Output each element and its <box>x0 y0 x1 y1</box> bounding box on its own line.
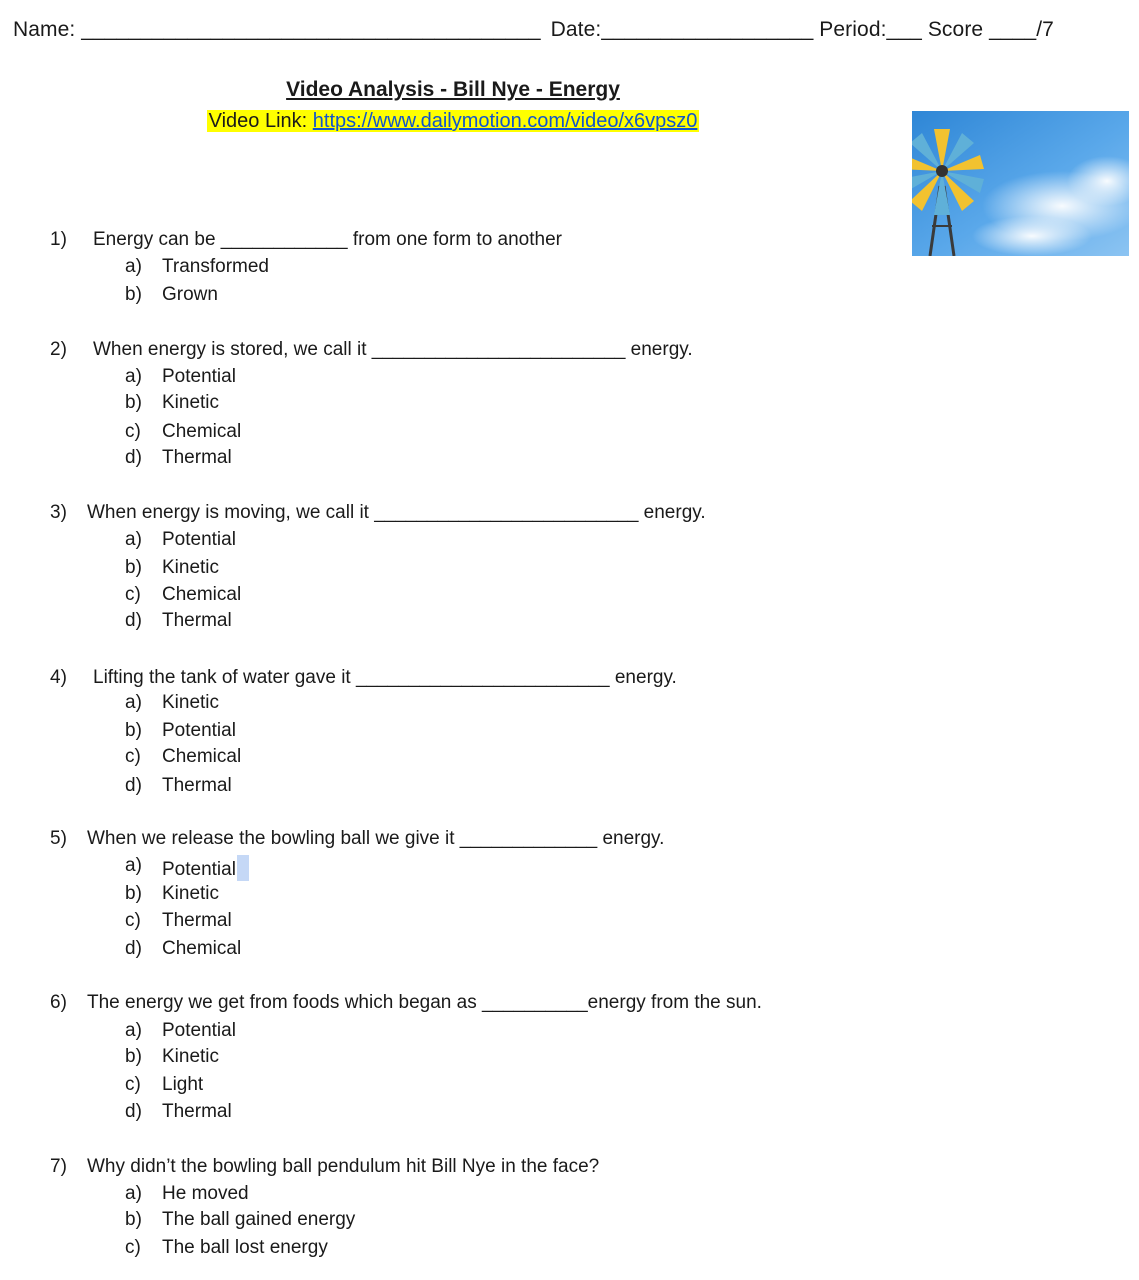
option-letter: b) <box>125 720 142 741</box>
option-text: Potential <box>162 720 236 741</box>
option-letter: c) <box>125 746 141 767</box>
option-text: Chemical <box>162 421 242 442</box>
option-text: Thermal <box>162 610 232 631</box>
score-blank[interactable]: ____ <box>989 18 1037 41</box>
option-text: Potential <box>162 859 236 880</box>
video-link[interactable]: https://www.dailymotion.com/video/x6vpsz0 <box>312 110 698 132</box>
option-letter: d) <box>125 938 142 959</box>
question-number: 5) <box>50 828 67 849</box>
option-text: Transformed <box>162 256 269 277</box>
option-letter: c) <box>125 910 141 931</box>
option-letter: a) <box>125 692 142 713</box>
option-text: Chemical <box>162 938 242 959</box>
option-letter: b) <box>125 557 142 578</box>
option-text: Potential <box>162 366 236 387</box>
option-letter: b) <box>125 883 142 904</box>
video-link-line <box>0 110 906 133</box>
name-blank[interactable]: _______________________________________ <box>81 18 541 41</box>
option-letter: c) <box>125 584 141 605</box>
video-link-label: Video Link: <box>208 110 308 132</box>
option-text: Potential <box>162 1020 236 1041</box>
option-letter: b) <box>125 284 142 305</box>
name-label: Name: <box>13 18 76 41</box>
question-number: 1) <box>50 229 67 250</box>
question-number: 6) <box>50 992 67 1013</box>
question-number: 4) <box>50 667 67 688</box>
option-text: The ball lost energy <box>162 1237 328 1258</box>
option-letter: d) <box>125 775 142 796</box>
option-letter: c) <box>125 1074 141 1095</box>
option-text: Kinetic <box>162 692 220 713</box>
score-label: Score <box>927 18 984 41</box>
option-text: Light <box>162 1074 204 1095</box>
question-text: Why didn’t the bowling ball pendulum hit Bill Nye in the face? <box>87 1156 600 1177</box>
option-letter: a) <box>125 256 142 277</box>
option-text: He moved <box>162 1183 249 1204</box>
period-blank[interactable]: ___ <box>886 18 922 41</box>
option-letter: a) <box>125 366 142 387</box>
option-letter: b) <box>125 392 142 413</box>
option-text: Chemical <box>162 746 242 767</box>
option-text: Kinetic <box>162 1046 220 1067</box>
question-text: Energy can be ____________ from one form to another <box>93 229 562 250</box>
cloud-icon <box>972 216 1092 256</box>
windmill-photo <box>912 111 1129 256</box>
option-text: Kinetic <box>162 883 220 904</box>
option-text: Kinetic <box>162 557 220 578</box>
header-line <box>13 18 1054 42</box>
option-letter: c) <box>125 1237 141 1258</box>
option-letter: b) <box>125 1046 142 1067</box>
video-link-highlight <box>207 110 700 132</box>
question-text: When energy is moving, we call it _________________________ energy. <box>87 502 706 523</box>
score-total: /7 <box>1036 18 1054 41</box>
option-letter: a) <box>125 529 142 550</box>
option-letter: a) <box>125 1183 142 1204</box>
period-label: Period: <box>819 18 887 41</box>
option-text: The ball gained energy <box>162 1209 356 1230</box>
option-text: Thermal <box>162 910 232 931</box>
option-text: Thermal <box>162 775 232 796</box>
option-letter: d) <box>125 447 142 468</box>
option-letter: d) <box>125 1101 142 1122</box>
question-number: 7) <box>50 1156 67 1177</box>
option-text: Potential <box>162 529 236 550</box>
option-text: Chemical <box>162 584 242 605</box>
option-text: Kinetic <box>162 392 220 413</box>
question-text: The energy we get from foods which began as __________energy from the sun. <box>87 992 762 1013</box>
date-blank[interactable]: __________________ <box>601 18 814 41</box>
page-title: Video Analysis - Bill Nye - Energy <box>286 78 620 101</box>
question-text: When energy is stored, we call it ________________________ energy. <box>93 339 693 360</box>
option-letter: d) <box>125 610 142 631</box>
option-letter: c) <box>125 421 141 442</box>
text-cursor <box>237 855 249 881</box>
option-letter: a) <box>125 1020 142 1041</box>
question-number: 2) <box>50 339 67 360</box>
option-text: Thermal <box>162 447 232 468</box>
date-label: Date: <box>550 18 602 41</box>
question-number: 3) <box>50 502 67 523</box>
option-text: Grown <box>162 284 218 305</box>
option-letter: a) <box>125 855 142 876</box>
question-text: Lifting the tank of water gave it ________________________ energy. <box>93 667 677 688</box>
question-text: When we release the bowling ball we give it _____________ energy. <box>87 828 665 849</box>
option-text: Thermal <box>162 1101 232 1122</box>
option-letter: b) <box>125 1209 142 1230</box>
